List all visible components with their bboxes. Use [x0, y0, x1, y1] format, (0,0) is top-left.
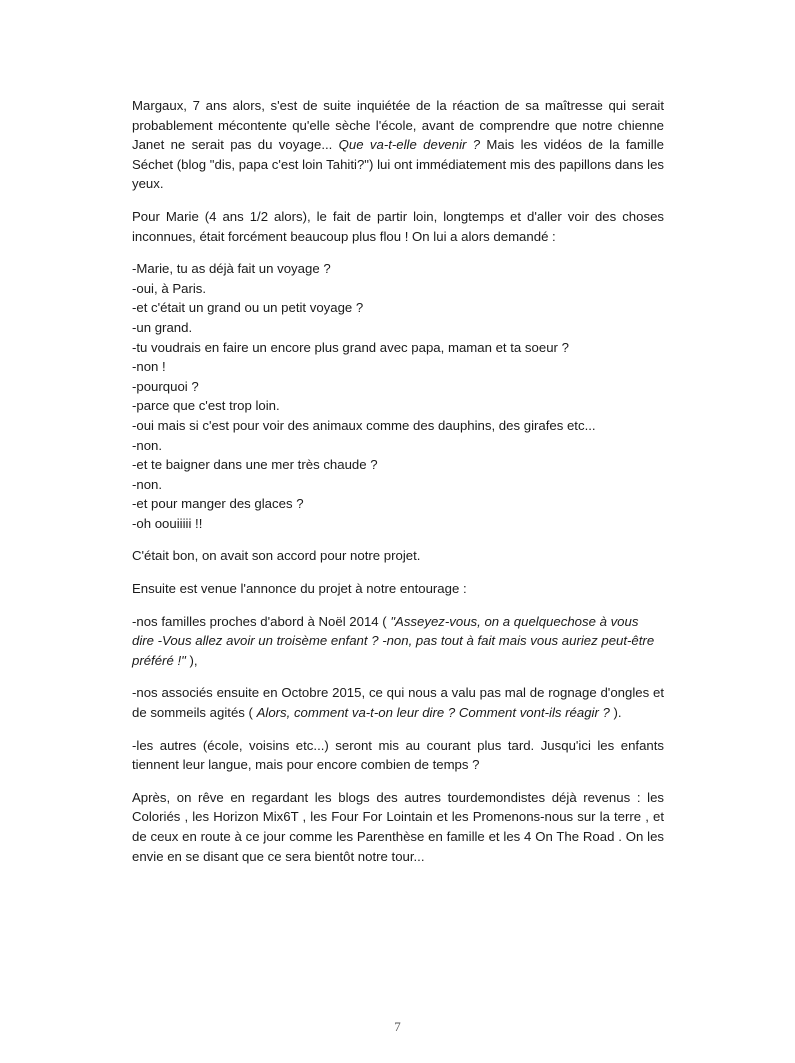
paragraph-associes-italic: Alors, comment va-t-on leur dire ? Comment vont-ils réagir ?: [256, 705, 610, 721]
paragraph-annonce: Ensuite est venue l'annonce du projet à notre entourage :: [132, 581, 467, 597]
dialog-line: -pourquoi ?: [132, 378, 199, 394]
dialog-line: -non.: [132, 476, 163, 492]
dialog-line: -non !: [132, 359, 166, 375]
dialog-block: [132, 259, 664, 533]
paragraph-familles-italic: "Asseyez-vous, on a quelquechose à vous dire -Vous allez avoir un troisème enfant ? -non, pas tout à fait mais vous auriez peut-être préféré !": [132, 613, 655, 668]
paragraph-margaux-text: Margaux, 7 ans alors, s'est de suite inquiétée de la réaction de sa maîtresse qui serait probablement mécontente qu'elle sèche l'école, avant de comprendre que notre chienne Janet ne serait pas du voyage...: [132, 98, 664, 153]
dialog-line: -parce que c'est trop loin.: [132, 398, 280, 414]
paragraph-accord: C'était bon, on avait son accord pour notre projet.: [132, 548, 421, 564]
dialog-line: -et pour manger des glaces ?: [132, 496, 304, 512]
dialog-line: -non.: [132, 437, 163, 453]
paragraph-associes-text: -nos associés ensuite en Octobre 2015, ce qui nous a valu pas mal de rognage d'ongles et de sommeils agités (: [132, 685, 664, 721]
dialog-line: -et te baigner dans une mer très chaude ?: [132, 457, 378, 473]
dialog-line: -oh oouiiiii !!: [132, 515, 203, 531]
paragraph-associes: [132, 683, 664, 722]
dialog-line: -un grand.: [132, 319, 193, 335]
paragraph-blogs: Après, on rêve en regardant les blogs des autres tourdemondistes déjà revenus : les Coloriés , les Horizon Mix6T , les Four For Lointain et les Promenons-nous sur la terre , et de ceux en route à ce jour comme les Parenthèse en famille et les 4 On The Road . On les envie en se disant que ce sera bientôt notre tour...: [132, 789, 664, 864]
dialog-line: -Marie, tu as déjà fait un voyage ?: [132, 261, 331, 277]
paragraph-familles-text: -nos familles proches d'abord à Noël 2014 (: [132, 613, 391, 629]
paragraph-margaux-italic: Que va-t-elle devenir ?: [338, 137, 481, 153]
dialog-line: -tu voudrais en faire un encore plus grand avec papa, maman et ta soeur ?: [132, 339, 569, 355]
paragraph-marie: Pour Marie (4 ans 1/2 alors), le fait de partir loin, longtemps et d'aller voir des choses inconnues, était forcément beaucoup plus flou ! On lui a alors demandé :: [132, 208, 664, 244]
paragraph-margaux-text-end: Mais les vidéos de la famille Séchet (blog "dis, papa c'est loin Tahiti?") lui ont immédiatement mis des papillons dans les yeux.: [132, 137, 664, 192]
document-body: [132, 96, 664, 879]
paragraph-associes-text-end: ).: [609, 705, 622, 721]
dialog-line: -oui, à Paris.: [132, 280, 207, 296]
paragraph-margaux: [132, 96, 664, 194]
dialog-line: -oui mais si c'est pour voir des animaux comme des dauphins, des girafes etc...: [132, 417, 596, 433]
dialog-line: -et c'était un grand ou un petit voyage ?: [132, 300, 364, 316]
paragraph-familles: [132, 612, 664, 671]
page-number: 7: [394, 1019, 401, 1034]
paragraph-familles-text-end: ),: [185, 652, 198, 668]
paragraph-autres: -les autres (école, voisins etc...) seront mis au courant plus tard. Jusqu'ici les enfants tiennent leur langue, mais pour encore combien de temps ?: [132, 737, 664, 773]
